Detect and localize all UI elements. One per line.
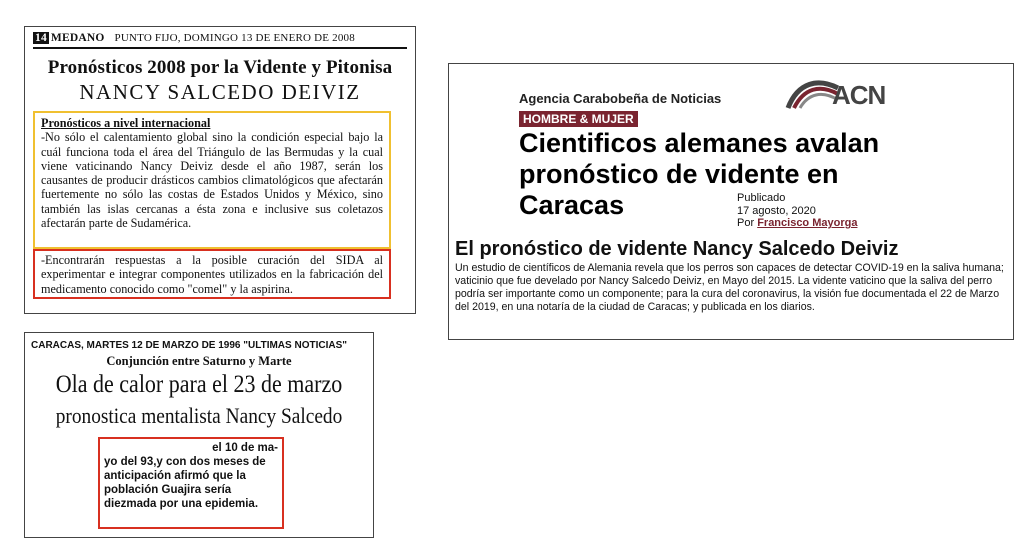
published-date: 17 agosto, 2020 — [737, 204, 816, 217]
web-article-acn — [448, 63, 1014, 340]
section-title: Pronósticos a nivel internacional — [41, 116, 211, 130]
headline-line-2: NANCY SALCEDO DEIVIZ — [79, 80, 361, 104]
by-label: Por — [737, 217, 755, 229]
dateline: CARACAS, MARTES 12 DE MARZO DE 1996 "ULTIMAS NOTICIAS" — [31, 340, 347, 351]
excerpt-text: yo del 93,y con dos meses de anticipación afirmó que la población Guajira sería diezmada por una epidemia. — [104, 456, 266, 510]
article-body: Un estudio de científicos de Alemania revela que los perros son capaces de detectar COVID-19 en la saliva humana; vaticinio que fue develado por Nancy Salcedo Deiviz, en Mayo del 2015. La vidente vaticino que la saliva del perro podría ser importante como un componente; para la cura del coronavirus, la visión fue documentada el 22 de Marzo del 2019, en una notaría de la ciudad de Caracas; y publicada en los diarios. — [455, 262, 1004, 313]
article-subhead: El pronóstico de vidente Nancy Salcedo Deiviz — [455, 238, 899, 260]
agency-name: Agencia Carabobeña de Noticias — [519, 91, 722, 106]
published-label: Publicado — [737, 192, 786, 204]
section-badge[interactable]: HOMBRE & MUJER — [519, 111, 638, 127]
excerpt-first-line: el 10 de ma- — [212, 442, 278, 454]
red-highlight-box — [98, 437, 284, 529]
newspaper-clipping-medano — [24, 26, 416, 314]
byline — [737, 217, 857, 230]
dateline: PUNTO FIJO, DOMINGO 13 DE ENERO DE 2008 — [114, 32, 355, 44]
article-headline: Cientificos alemanes avalan pronóstico de vidente en Caracas — [519, 128, 880, 220]
newspaper-clipping-ultimas-noticias — [24, 332, 374, 538]
page-number: 14 — [35, 32, 47, 44]
author-link[interactable]: Francisco Mayorga — [757, 217, 858, 229]
clipping-header — [33, 32, 355, 44]
headline-line-1: Ola de calor para el 23 de marzo — [55, 371, 343, 398]
headline-line-2: pronostica mentalista Nancy Salcedo — [55, 403, 343, 428]
acn-logo — [784, 72, 914, 112]
headline-line-1: Pronósticos 2008 por la Vidente y Pitonisa — [47, 57, 393, 78]
newspaper-name: MEDANO — [50, 32, 105, 44]
subtitle: Conjunción entre Saturno y Marte — [106, 354, 292, 368]
article-meta — [737, 192, 857, 230]
header-rule — [33, 47, 407, 49]
logo-text: ACN — [832, 80, 886, 110]
red-highlight-box — [33, 249, 391, 299]
article-paragraph-2: -Encontrarán respuestas a la posible curación del SIDA al experimentar e integrar componentes utilizados en la fabricación del medicamento conocido como "comel" y la aspirina. — [41, 253, 383, 296]
article-paragraph-1: -No sólo el calentamiento global sino la condición especial bajo la cuál funciona toda el área del Triángulo de las Bermudas y la cual viene vaticinando Nancy Deiviz desde el año 1987, serán los causantes de producir drásticos cambios climatológicos que afectarán fuertemente no sólo las costas de Estados Unidos y México, sino también las islas cercanas a ésta zona e inclusive sus coletazos afectarán parte de Sudamérica. — [41, 130, 383, 231]
yellow-highlight-box — [33, 111, 391, 249]
